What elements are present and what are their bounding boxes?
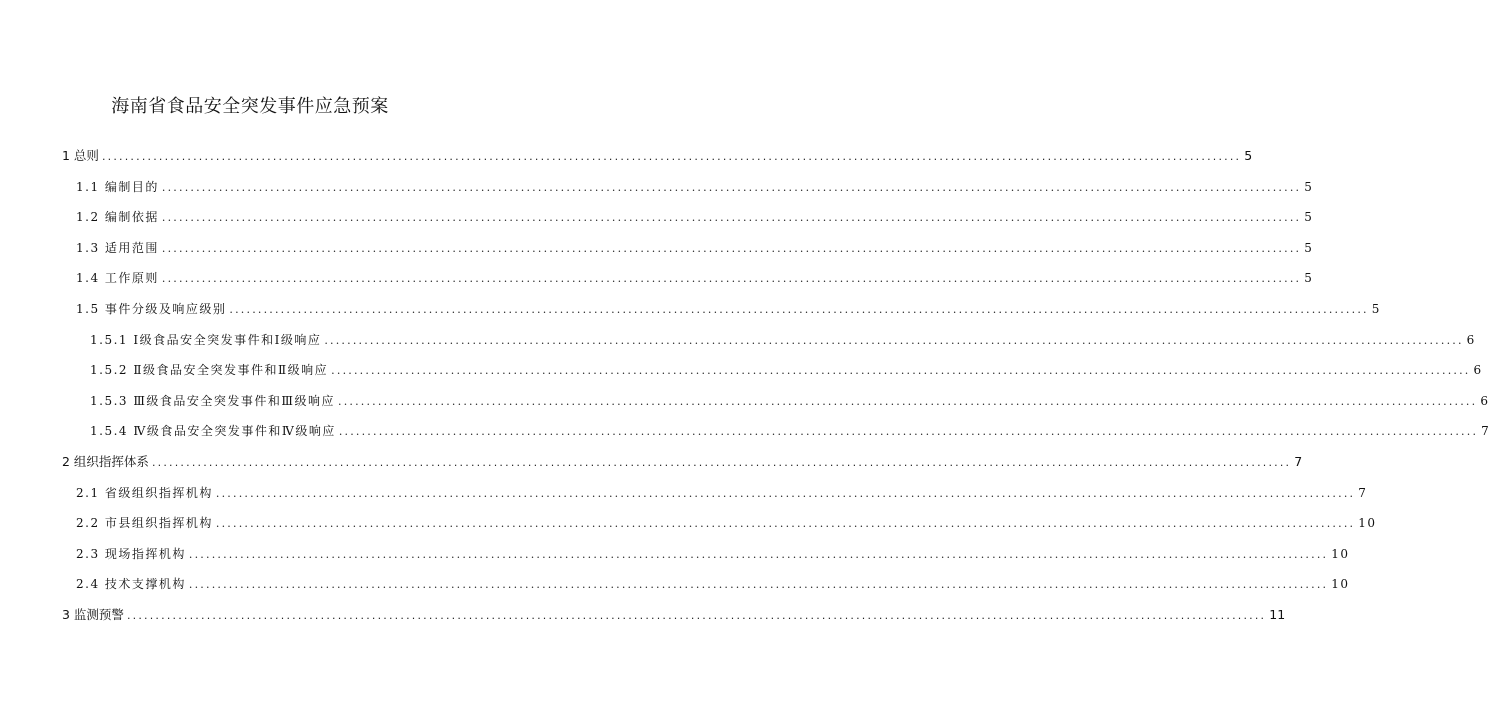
toc-entry[interactable] [76, 238, 1314, 258]
toc-dot-leader: ........................................................................................................................................................................................................ [338, 425, 1479, 439]
toc-entry-page-number: 11 [1269, 607, 1286, 622]
toc-entry-title: 3 监测预警 [62, 607, 124, 622]
page-title: 海南省食品安全突发事件应急预案 [111, 96, 389, 117]
toc-entry-page-number: 10 [1358, 516, 1377, 531]
toc-entry[interactable] [76, 544, 1350, 564]
toc-entry-title: 2.1 省级组织指挥机构 [76, 485, 213, 500]
toc-entry[interactable] [76, 207, 1314, 227]
toc-entry-title: 2.3 现场指挥机构 [76, 546, 186, 561]
toc-entry-page-number: 5 [1244, 148, 1253, 163]
toc-entry[interactable] [90, 421, 1490, 441]
toc-entry-page-number: 5 [1304, 179, 1314, 194]
toc-entry-title: 1.5.1 Ⅰ级食品安全突发事件和Ⅰ级响应 [90, 332, 322, 347]
toc-entry-page-number: 6 [1473, 363, 1483, 378]
toc-entry[interactable] [62, 146, 1253, 166]
toc-dot-leader: ........................................................................................................................................................................................................ [161, 272, 1302, 286]
toc-entry-title: 1.1 编制目的 [76, 179, 159, 194]
toc-entry[interactable] [90, 391, 1490, 411]
toc-entry-title: 1.4 工作原则 [76, 271, 159, 286]
toc-entry[interactable] [76, 268, 1314, 288]
toc-entry[interactable] [90, 330, 1476, 350]
toc-dot-leader: ........................................................................................................................................................................................................ [331, 364, 1471, 378]
toc-dot-leader: ........................................................................................................................................................................................................ [215, 517, 1356, 531]
toc-entry-title: 2.2 市县组织指挥机构 [76, 516, 213, 531]
toc-dot-leader: ........................................................................................................................................................................................................ [324, 333, 1464, 347]
toc-entry-title: 2 组织指挥体系 [62, 454, 149, 469]
toc-entry[interactable] [76, 299, 1381, 319]
toc-entry-title: 1.5.4 Ⅳ级食品安全突发事件和Ⅳ级响应 [90, 424, 336, 439]
toc-entry-page-number: 7 [1481, 424, 1490, 439]
toc-entry-page-number: 6 [1480, 393, 1490, 408]
toc-entry-title: 1.5 事件分级及响应级别 [76, 302, 227, 316]
toc-entry-title: 1.3 适用范围 [76, 240, 159, 255]
toc-entry[interactable] [62, 605, 1286, 625]
toc-dot-leader: ........................................................................................................................................................................................................ [126, 609, 1267, 622]
toc-entry-title: 1.5.3 Ⅲ级食品安全突发事件和Ⅲ级响应 [90, 393, 335, 408]
toc-entry-title: 1.5.2 Ⅱ级食品安全突发事件和Ⅱ级响应 [90, 363, 329, 378]
toc-entry-page-number: 5 [1304, 210, 1314, 225]
toc-entry[interactable] [76, 513, 1377, 533]
toc-entry-page-number: 7 [1358, 485, 1368, 500]
toc-entry-title: 2.4 技术支撑机构 [76, 577, 186, 592]
toc-dot-leader: ........................................................................................................................................................................................................ [215, 486, 1356, 500]
toc-entry[interactable] [76, 177, 1314, 197]
toc-dot-leader: ........................................................................................................................................................................................................ [229, 303, 1369, 316]
toc-entry-page-number: 5 [1371, 302, 1381, 316]
toc-entry-page-number: 6 [1466, 332, 1476, 347]
toc-entry[interactable] [90, 360, 1483, 380]
toc-entry-page-number: 10 [1331, 546, 1350, 561]
toc-dot-leader: ........................................................................................................................................................................................................ [188, 578, 1329, 592]
toc-entry-title: 1.2 编制依据 [76, 210, 159, 225]
toc-entry-page-number: 5 [1304, 240, 1314, 255]
toc-dot-leader: ........................................................................................................................................................................................................ [161, 241, 1302, 255]
toc-entry-page-number: 7 [1294, 454, 1303, 469]
toc-entry-title: 1 总则 [62, 148, 99, 163]
toc-entry-page-number: 5 [1304, 271, 1314, 286]
toc-entry[interactable] [76, 574, 1350, 594]
toc-dot-leader: ........................................................................................................................................................................................................ [338, 394, 1478, 408]
toc-dot-leader: ........................................................................................................................................................................................................ [101, 150, 1242, 163]
toc-entry[interactable] [62, 452, 1303, 472]
toc-entry[interactable] [76, 483, 1368, 503]
toc-dot-leader: ........................................................................................................................................................................................................ [151, 456, 1292, 469]
toc-dot-leader: ........................................................................................................................................................................................................ [188, 547, 1329, 561]
toc-dot-leader: ........................................................................................................................................................................................................ [161, 180, 1302, 194]
toc-entry-page-number: 10 [1331, 577, 1350, 592]
toc-dot-leader: ........................................................................................................................................................................................................ [161, 211, 1302, 225]
